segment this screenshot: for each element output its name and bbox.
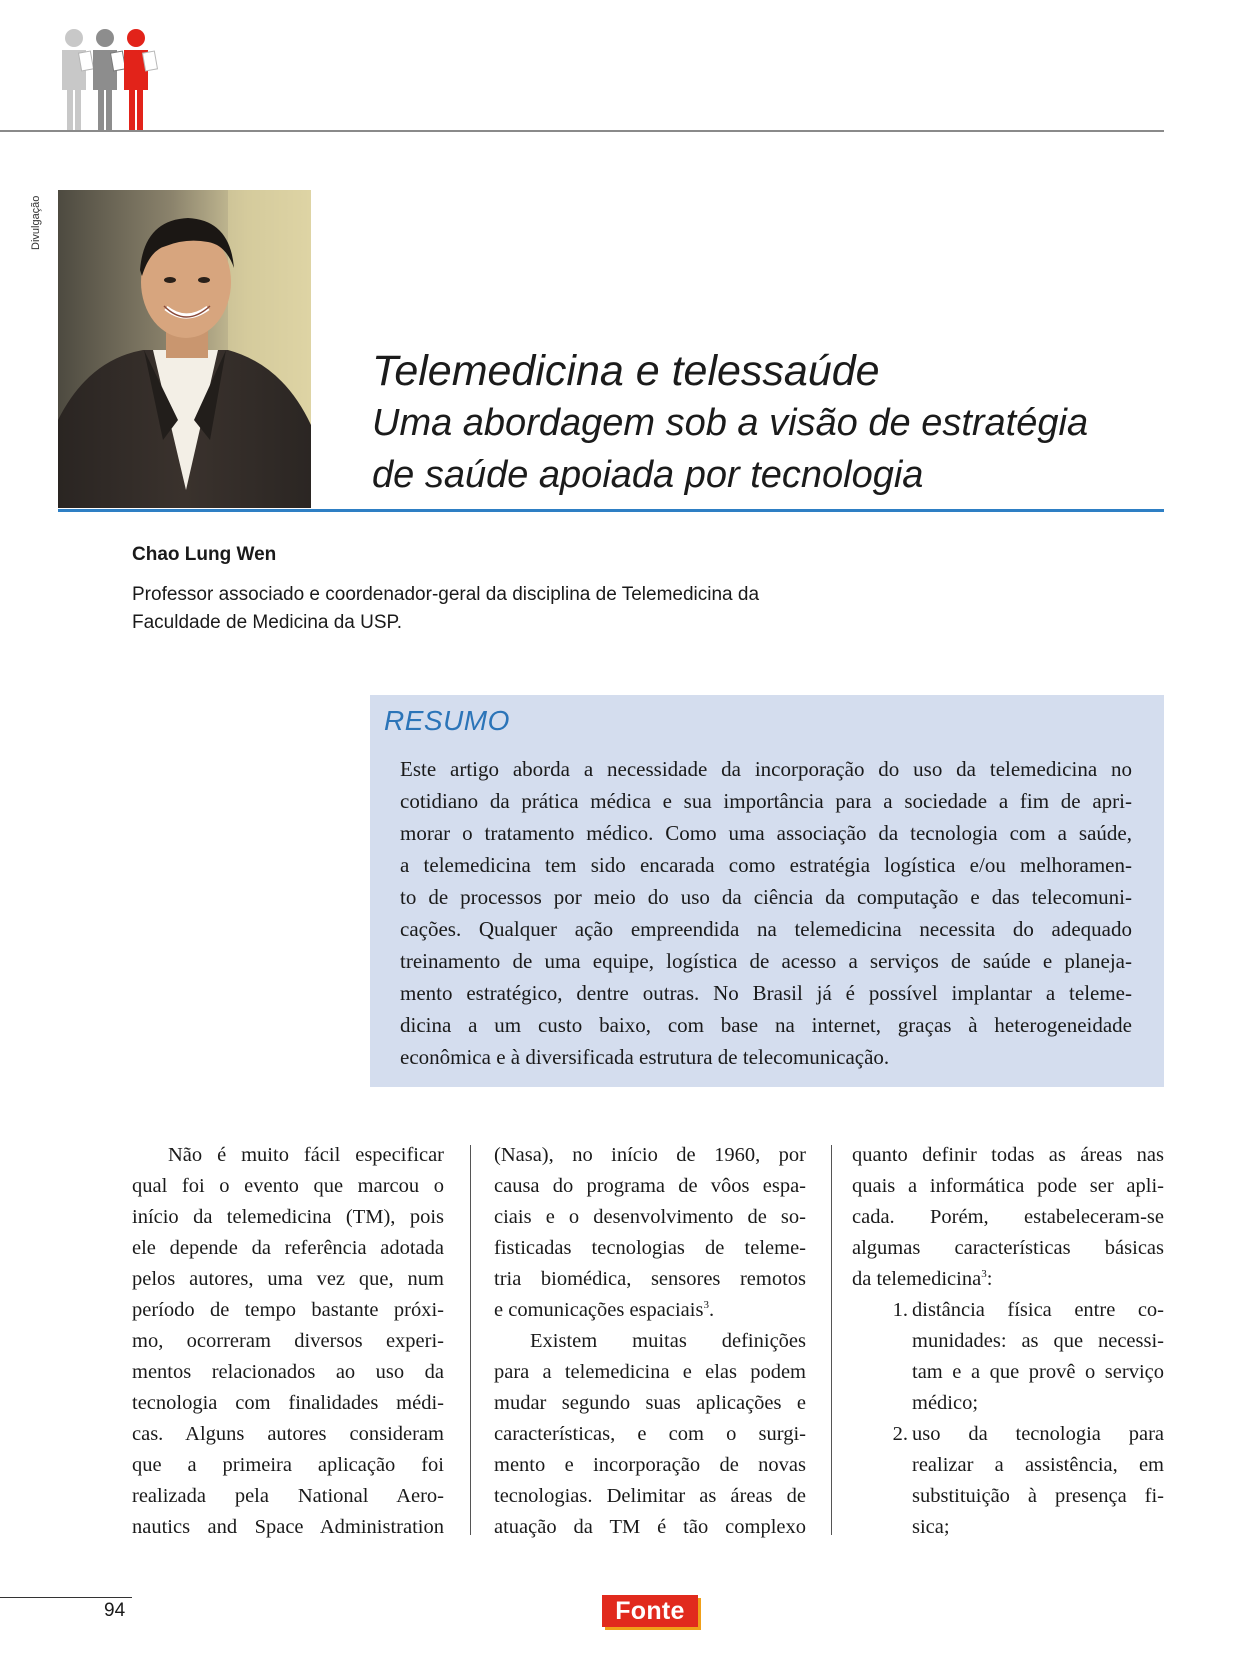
list-item-line: tam e a que provê o serviço <box>912 1361 1164 1383</box>
punctuation: . <box>708 1299 715 1321</box>
list-item <box>852 1295 1164 1419</box>
body-line: Existem muitas definições <box>530 1330 806 1352</box>
abstract-line: Este artigo aborda a necessidade da incorporação do uso da telemedicina no <box>400 757 1132 781</box>
body-line: início da telemedicina (TM), pois <box>132 1206 444 1228</box>
body-line: nautics and Space Administration <box>132 1516 444 1538</box>
abstract-line: a telemedicina tem sido encarada como estratégia logística e/ou melhoramen- <box>400 853 1132 877</box>
body-line: realizada pela National Aero- <box>132 1485 444 1507</box>
list-item-line: realizar a assistência, em <box>912 1454 1164 1476</box>
column-divider <box>831 1145 832 1535</box>
body-line: mudar segundo suas aplicações e <box>494 1392 806 1414</box>
abstract-line: cações. Qualquer ação empreendida na telemedicina necessita do adequado <box>400 917 1132 941</box>
list-item-number: 1. <box>892 1299 908 1321</box>
body-line: ele depende da referência adotada <box>132 1237 444 1259</box>
body-line <box>852 1264 1164 1295</box>
abstract-line: dicina a um custo baixo, com base na internet, graças à heterogeneidade <box>400 1013 1132 1037</box>
list-item-number: 2. <box>892 1423 908 1445</box>
reference-marker: 3 <box>981 1268 987 1280</box>
body-line: qual foi o evento que marcou o <box>132 1175 444 1197</box>
body-line: algumas características básicas <box>852 1237 1164 1259</box>
body-line: (Nasa), no início de 1960, por <box>494 1144 806 1166</box>
reference-marker: 3 <box>703 1299 709 1311</box>
list-item-line: distância física entre co- <box>912 1299 1164 1321</box>
body-text: da telemedicina <box>852 1268 982 1290</box>
list-item-line: sica; <box>912 1516 950 1538</box>
article-title <box>372 345 1172 501</box>
body-line: causa do programa de vôos espa- <box>494 1175 806 1197</box>
punctuation: : <box>986 1268 993 1290</box>
body-line: tecnologia com finalidades médi- <box>132 1392 444 1414</box>
abstract-line: econômica e à diversificada estrutura de telecomunicação. <box>400 1045 890 1069</box>
abstract-box <box>370 695 1164 1087</box>
body-line: que a primeira aplicação foi <box>132 1454 444 1476</box>
body-line: Não é muito fácil especificar <box>168 1144 444 1166</box>
list-item-line: uso da tecnologia para <box>912 1423 1164 1445</box>
body-line <box>494 1295 806 1326</box>
body-line: cas. Alguns autores consideram <box>132 1423 444 1445</box>
list-item-line: substituição à presença fi- <box>912 1485 1164 1507</box>
body-line: atuação da TM é tão complexo <box>494 1516 806 1538</box>
title-main: Telemedicina e telessaúde <box>372 347 880 395</box>
title-subtitle-line1: Uma abordagem sob a visão de estratégia <box>372 402 1089 444</box>
body-line: período de tempo bastante próxi- <box>132 1299 444 1321</box>
page-number: 94 <box>104 1600 126 1621</box>
abstract-line: cotidiano da prática médica e sua importância para a sociedade a fim de apri- <box>400 789 1132 813</box>
author-name: Chao Lung Wen <box>132 544 277 565</box>
author-affiliation-line1: Professor associado e coordenador-geral da disciplina de Telemedicina da <box>132 584 760 605</box>
body-line: pelos autores, uma vez que, num <box>132 1268 444 1290</box>
body-line: quais a informática pode ser apli- <box>852 1175 1164 1197</box>
body-line: tria biomédica, sensores remotos <box>494 1268 806 1290</box>
footer-rule <box>0 1597 132 1598</box>
title-subtitle-line2: de saúde apoiada por tecnologia <box>372 454 924 496</box>
body-line: mo, ocorreram diversos experi- <box>132 1330 444 1352</box>
list-item-line: médico; <box>912 1392 979 1414</box>
author-affiliation-line2: Faculdade de Medicina da USP. <box>132 612 403 633</box>
author-photo <box>58 190 311 508</box>
title-rule <box>58 509 1164 512</box>
header-rule <box>0 130 1164 132</box>
body-line: tecnologias. Delimitar as áreas de <box>494 1485 806 1507</box>
three-people-icon <box>58 28 168 132</box>
photo-credit: Divulgação <box>30 195 42 250</box>
abstract-line: to de processos por meio do uso da ciência da computação e das telecomuni- <box>400 885 1132 909</box>
body-line: ciais e o desenvolvimento de so- <box>494 1206 806 1228</box>
body-line: para a telemedicina e elas podem <box>494 1361 806 1383</box>
abstract-line: treinamento de uma equipe, logística de acesso a serviços de saúde e planeja- <box>400 949 1132 973</box>
body-line: quanto definir todas as áreas nas <box>852 1144 1164 1166</box>
brand-logo: Fonte <box>602 1595 698 1627</box>
list-item <box>852 1419 1164 1543</box>
body-line: características, e com o surgi- <box>494 1423 806 1445</box>
body-line: mento e incorporação de novas <box>494 1454 806 1476</box>
abstract-heading: RESUMO <box>384 705 510 736</box>
body-line: mentos relacionados ao uso da <box>132 1361 444 1383</box>
body-line: cada. Porém, estabeleceram-se <box>852 1206 1164 1228</box>
body-text: e comunicações espaciais <box>494 1299 704 1321</box>
abstract-line: morar o tratamento médico. Como uma associação da tecnologia com a saúde, <box>400 821 1132 845</box>
list-item-line: munidades: as que necessi- <box>912 1330 1164 1352</box>
abstract-line: mento estratégico, dentre outras. No Brasil já é possível implantar a teleme- <box>400 981 1132 1005</box>
column-divider <box>470 1145 471 1535</box>
body-line: fisticadas tecnologias de teleme- <box>494 1237 806 1259</box>
